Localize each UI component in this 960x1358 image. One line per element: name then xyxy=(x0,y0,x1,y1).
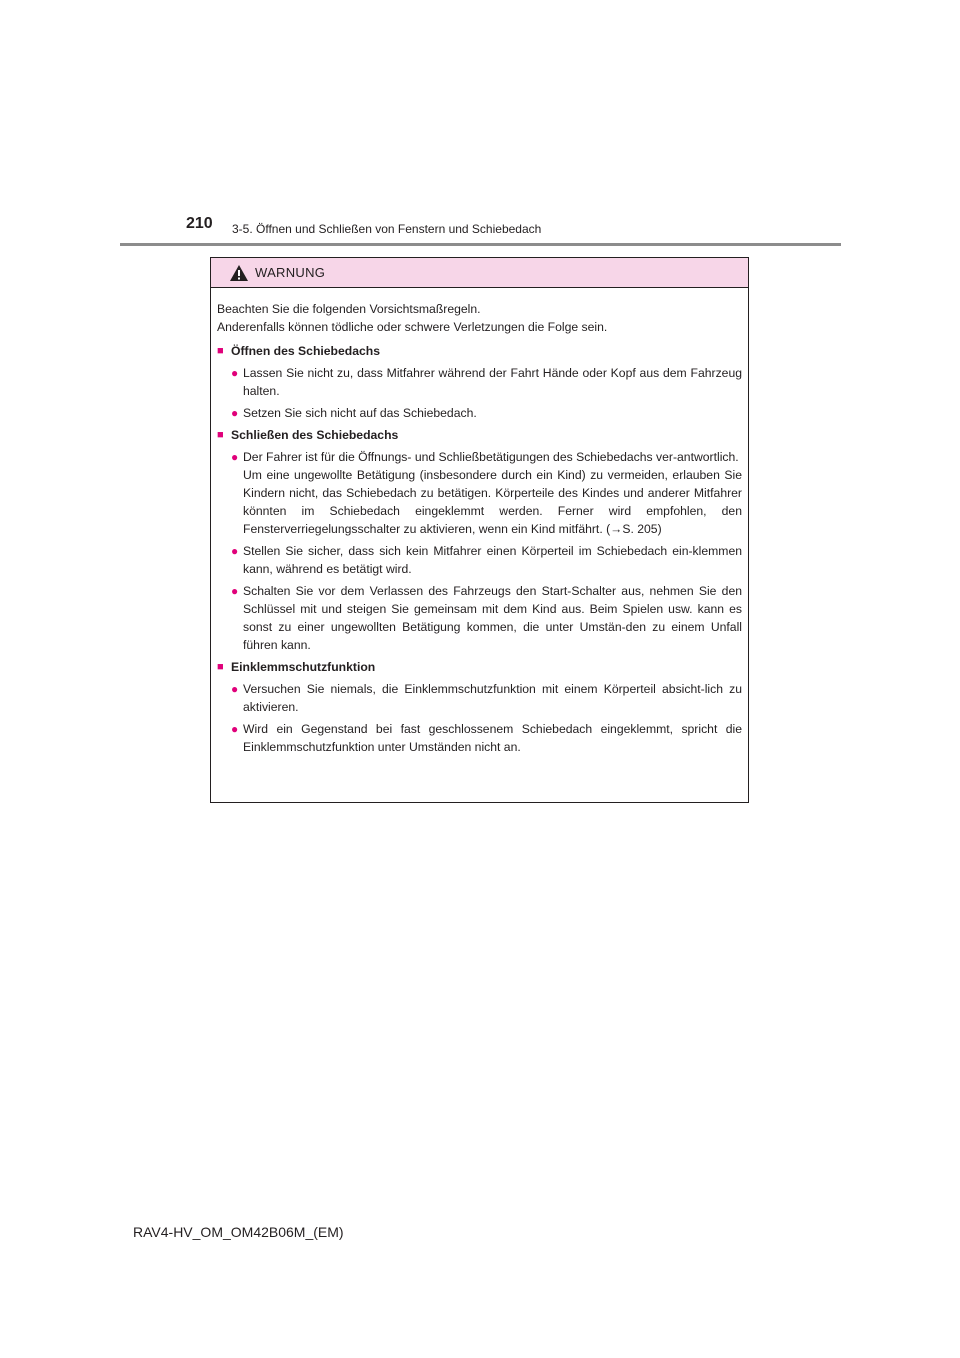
list-item-text: Versuchen Sie niemals, die Einklemmschutzfunktion mit einem Körperteil absicht-lich zu aktivieren. xyxy=(243,682,742,714)
circle-bullet-icon: ● xyxy=(231,406,239,420)
warning-section-heading xyxy=(217,426,742,444)
warning-box xyxy=(210,257,749,803)
list-item-text: Der Fahrer ist für die Öffnungs- und Schließbetätigungen des Schiebedachs ver-antwortlich. Um eine ungewollte Betätigung (insbesondere durch ein Kind) zu vermeiden, erlauben Sie Kindern nicht, das Schiebedach zu betätigen. Körperteile des Kindes und anderer Mitfahrer könnten im Schiebedach eingeklemmt werden. Ferner wird empfohlen, den Fensterverriegelungsschalter zu aktivieren, wenn ein Kind mitfährt. (→S. 205) xyxy=(243,450,742,536)
circle-bullet-icon: ● xyxy=(231,450,239,464)
circle-bullet-icon: ● xyxy=(231,366,239,380)
list-item-text: Schalten Sie vor dem Verlassen des Fahrzeugs den Start-Schalter aus, nehmen Sie den Schlüssel mit und steigen Sie gemeinsam mit dem Kind aus. Beim Spielen usw. kann es sonst zu einer ungewollten Betätigung kommen, die unter Umstän-den zu einem Unfall führen kann. xyxy=(243,584,742,652)
list-item-text: Lassen Sie nicht zu, dass Mitfahrer während der Fahrt Hände oder Kopf aus dem Fahrzeug halten. xyxy=(243,366,742,398)
circle-bullet-icon: ● xyxy=(231,584,239,598)
warning-intro: Beachten Sie die folgenden Vorsichtsmaßregeln. Anderenfalls können tödliche oder schwere Verletzungen die Folge sein. xyxy=(217,302,608,334)
section-heading-text: Einklemmschutzfunktion xyxy=(231,660,376,674)
circle-bullet-icon: ● xyxy=(231,544,239,558)
square-bullet-icon: ■ xyxy=(217,429,224,441)
warning-title: WARNUNG xyxy=(255,265,326,280)
list-item xyxy=(231,364,742,400)
warning-triangle-icon xyxy=(229,264,249,282)
list-item xyxy=(231,720,742,756)
section-heading-text: Öffnen des Schiebedachs xyxy=(231,344,380,358)
warning-section-heading xyxy=(217,342,742,360)
list-item xyxy=(231,404,742,422)
list-item-text: Setzen Sie sich nicht auf das Schiebedach. xyxy=(243,406,477,420)
list-item-text: Wird ein Gegenstand bei fast geschlossenem Schiebedach eingeklemmt, spricht die Einklemmschutzfunktion unter Umständen nicht an. xyxy=(243,722,742,754)
page-number: 210 xyxy=(186,215,213,232)
warning-header xyxy=(211,258,748,288)
document-code: RAV4-HV_OM_OM42B06M_(EM) xyxy=(133,1224,344,1240)
list-item xyxy=(231,542,742,578)
warning-section-heading xyxy=(217,658,742,676)
section-title: 3-5. Öffnen und Schließen von Fenstern und Schiebedach xyxy=(232,222,542,236)
square-bullet-icon: ■ xyxy=(217,661,224,673)
circle-bullet-icon: ● xyxy=(231,722,239,736)
page-header xyxy=(0,0,960,246)
section-heading-text: Schließen des Schiebedachs xyxy=(231,428,399,442)
square-bullet-icon: ■ xyxy=(217,345,224,357)
list-item-text: Stellen Sie sicher, dass sich kein Mitfahrer einen Körperteil im Schiebedach ein-klemmen kann, während es betätigt wird. xyxy=(243,544,742,576)
list-item xyxy=(231,680,742,716)
list-item xyxy=(231,448,742,538)
warning-body xyxy=(211,288,748,756)
list-item xyxy=(231,582,742,654)
circle-bullet-icon: ● xyxy=(231,682,239,696)
header-divider xyxy=(120,243,841,246)
